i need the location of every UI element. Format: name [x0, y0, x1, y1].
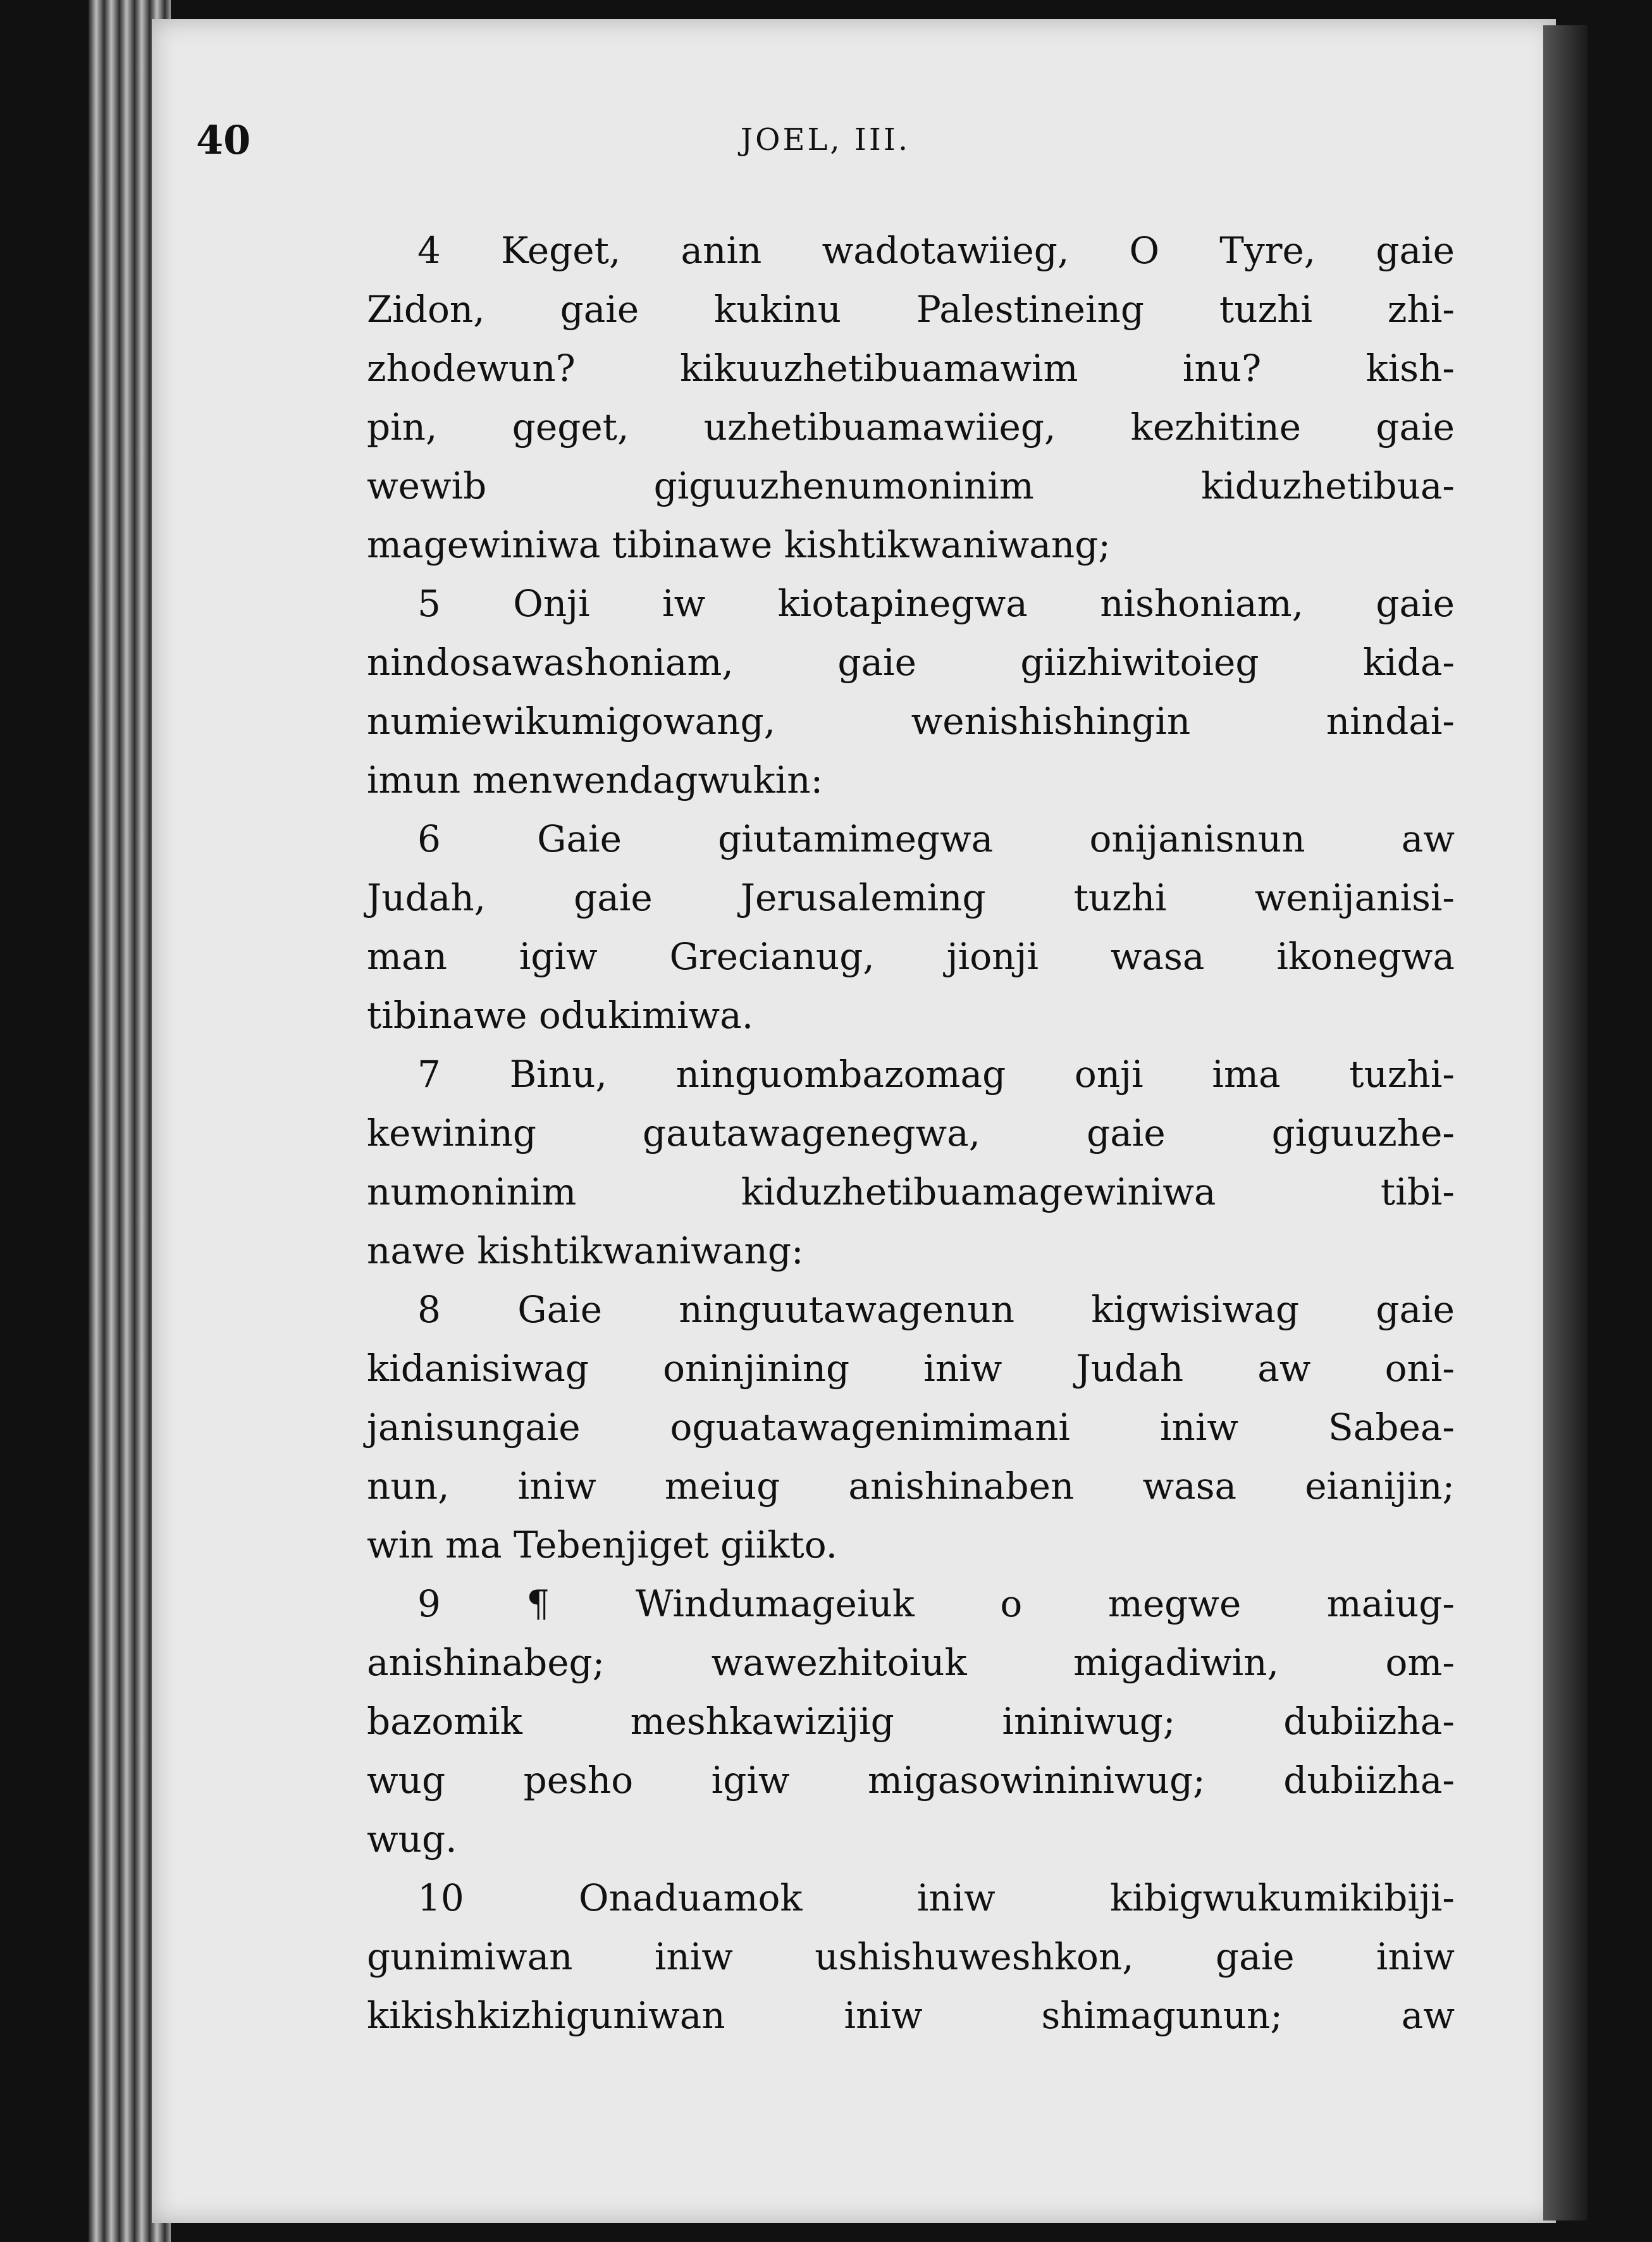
text-line: numiewikumigowang, wenishishingin nindai-	[367, 700, 1455, 743]
text-line: imun menwendagwukin:	[367, 759, 823, 802]
text-line: nun, iniw meiug anishinaben wasa eianijin;	[367, 1465, 1455, 1508]
text-line: kewining gautawagenegwa, gaie giguuzhe-	[367, 1112, 1455, 1155]
text-line: man igiw Grecianug, jionji wasa ikonegwa	[367, 935, 1455, 978]
text-line: wug.	[367, 1818, 457, 1861]
text-line: 7 Binu, ninguombazomag onji ima tuzhi-	[417, 1053, 1455, 1096]
text-line: anishinabeg; wawezhitoiuk migadiwin, om-	[367, 1641, 1455, 1684]
running-head: JOEL, III.	[740, 122, 911, 158]
text-line: wug pesho igiw migasowininiwug; dubiizha-	[367, 1759, 1455, 1802]
text-line: tibinawe odukimiwa.	[367, 994, 754, 1037]
text-line: janisungaie oguatawagenimimani iniw Sabea-	[367, 1406, 1455, 1449]
text-line: 4 Keget, anin wadotawiieg, O Tyre, gaie	[417, 229, 1455, 272]
text-line: numoninim kiduzhetibuamagewiniwa tibi-	[367, 1170, 1455, 1213]
text-line: 5 Onji iw kiotapinegwa nishoniam, gaie	[417, 582, 1455, 625]
text-line: 6 Gaie giutamimegwa onijanisnun aw	[417, 817, 1455, 860]
text-line: nindosawashoniam, gaie giizhiwitoieg kida-	[367, 641, 1455, 684]
text-line: nawe kishtikwaniwang:	[367, 1229, 804, 1272]
text-line: 10 Onaduamok iniw kibigwukumikibiji-	[417, 1876, 1455, 1919]
text-line: win ma Tebenjiget giikto.	[367, 1523, 838, 1566]
text-line: zhodewun? kikuuzhetibuamawim inu? kish-	[367, 347, 1455, 390]
text-line: magewiniwa tibinawe kishtikwaniwang;	[367, 523, 1111, 566]
text-line: wewib giguuzhenumoninim kiduzhetibua-	[367, 464, 1455, 507]
binding-shadow	[1543, 25, 1587, 2220]
text-line: kikishkizhiguniwan iniw shimagunun; aw	[367, 1994, 1455, 2037]
body-text	[367, 221, 1455, 2045]
text-line: 9 ¶ Windumageiuk o megwe maiug-	[417, 1582, 1455, 1625]
text-line: pin, geget, uzhetibuamawiieg, kezhitine gaie	[367, 406, 1455, 449]
text-line: Zidon, gaie kukinu Palestineing tuzhi zhi-	[367, 288, 1455, 331]
text-line: bazomik meshkawizijig ininiwug; dubiizha-	[367, 1700, 1455, 1743]
text-line: 8 Gaie ninguutawagenun kigwisiwag gaie	[417, 1288, 1455, 1331]
text-line: kidanisiwag oninjining iniw Judah aw oni-	[367, 1347, 1455, 1390]
page-header	[196, 117, 1455, 187]
text-line: gunimiwan iniw ushishuweshkon, gaie iniw	[367, 1935, 1455, 1978]
text-line: Judah, gaie Jerusaleming tuzhi wenijanisi-	[367, 876, 1455, 919]
page-number: 40	[196, 117, 251, 163]
